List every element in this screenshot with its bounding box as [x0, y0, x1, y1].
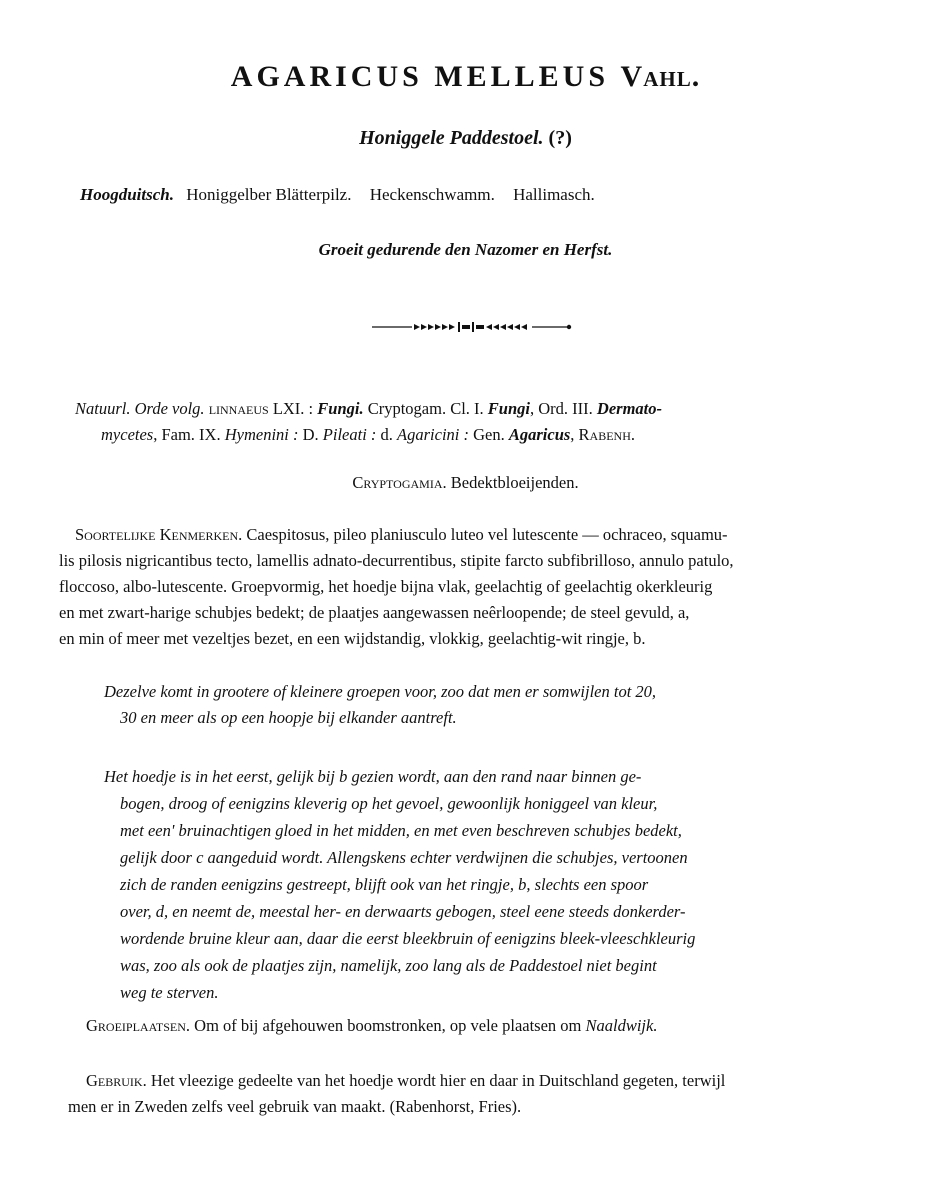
- paragraph-line: 30 en meer als op een hoopje bij elkander aantreft.: [120, 708, 457, 727]
- groups-paragraph: [104, 679, 894, 731]
- cryptogamia-label: Cryptogamia.: [352, 473, 447, 492]
- paragraph-line: [86, 1068, 906, 1094]
- usage-paragraph: [68, 1068, 906, 1120]
- text-run: D.: [302, 425, 319, 444]
- dutch-name-text: Honiggele Paddestoel.: [359, 127, 544, 149]
- classification-line: [75, 396, 875, 422]
- text-run: Agaricini :: [397, 425, 469, 444]
- text-run: , Ord. III.: [530, 399, 593, 418]
- paragraph-line: weg te sterven.: [120, 983, 219, 1002]
- text-run: Caespitosus, pileo planiusculo luteo vel lutescente — ochraceo, squamu-: [246, 525, 728, 544]
- species-name: AGARICUS MELLEUS: [230, 60, 610, 93]
- text-run: Natuurl. Orde volg.: [75, 399, 205, 418]
- text-run: Om of bij afgehouwen boomstronken, op vele plaatsen om: [194, 1016, 582, 1035]
- author-name: Vahl.: [620, 60, 701, 93]
- characteristics-paragraph: [59, 522, 895, 652]
- text-run: Cryptogam. Cl. I.: [367, 399, 484, 418]
- classification-paragraph: [75, 396, 875, 448]
- paragraph-line: gelijk door c aangeduid wordt. Allengskens echter verdwijnen die schubjes, vertoonen: [120, 848, 688, 867]
- german-label: Hoogduitsch.: [80, 185, 174, 204]
- ornament-divider: [372, 319, 572, 335]
- text-run: Fungi: [487, 399, 530, 418]
- classification-line: [75, 422, 875, 448]
- paragraph-line: lis pilosis nigricantibus tecto, lamellis adnato-decurrentibus, stipite farcto subfibrilloso, annulo patulo,: [59, 551, 734, 570]
- page-title: [0, 60, 931, 94]
- season-line: Groeit gedurende den Nazomer en Herfst.: [318, 240, 613, 259]
- query-mark: (?): [548, 127, 572, 149]
- german-name: Honiggelber Blätterpilz.: [186, 185, 352, 204]
- section-label: Gebruik.: [86, 1071, 147, 1090]
- paragraph-line: zich de randen eenigzins gestreept, blijft ook van het ringje, b, slechts een spoor: [120, 875, 649, 894]
- german-names: [80, 185, 609, 205]
- paragraph-line: met een' bruinachtigen gloed in het midden, en met even beschreven schubjes bedekt,: [120, 821, 682, 840]
- paragraph-line: was, zoo als ook de plaatjes zijn, namelijk, zoo lang als de Paddestoel niet begint: [120, 956, 657, 975]
- paragraph-line: over, d, en neemt de, meestal her- en derwaarts gebogen, steel eene steeds donkerder-: [120, 902, 686, 921]
- dutch-name: [0, 127, 931, 150]
- text-run: Dermato-: [596, 399, 662, 418]
- paragraph-line: Het hoedje is in het eerst, gelijk bij b gezien wordt, aan den rand naar binnen ge-: [104, 767, 642, 786]
- text-run: Pileati :: [322, 425, 377, 444]
- paragraph-line: floccoso, albo-lutescente. Groepvormig, het hoedje bijna vlak, geelachtig of geelachtig okerkleurig: [59, 577, 713, 596]
- place-name: Naaldwijk.: [585, 1016, 658, 1035]
- text-run: Agaricus: [508, 425, 571, 444]
- section-label: Groeiplaatsen.: [86, 1016, 191, 1035]
- cap-description-paragraph: [104, 763, 894, 1006]
- cryptogamia-line: [0, 473, 931, 493]
- text-run: , Rabenh.: [570, 425, 636, 444]
- text-run: d.: [380, 425, 393, 444]
- paragraph-line: wordende bruine kleur aan, daar die eerst bleekbruin of eenigzins bleek-vleeschkleurig: [120, 929, 696, 948]
- paragraph-line: [75, 522, 895, 548]
- paragraph-line: en met zwart-harige schubjes bedekt; de plaatjes aangewassen neêrloopende; de steel gevuld, a,: [59, 603, 690, 622]
- text-run: Hymenini :: [224, 425, 299, 444]
- text-run: LXI. :: [272, 399, 314, 418]
- text-run: Het vleezige gedeelte van het hoedje wordt hier en daar in Duitschland gegeten, terwijl: [150, 1071, 726, 1090]
- text-run: Gen.: [473, 425, 505, 444]
- text-run: , Fam. IX.: [153, 425, 221, 444]
- cryptogamia-text: Bedektbloeijenden.: [450, 473, 579, 492]
- section-label: Soortelijke Kenmerken.: [75, 525, 243, 544]
- german-name: Heckenschwamm.: [369, 185, 495, 204]
- text-run: Fungi.: [317, 399, 364, 418]
- german-name: Hallimasch.: [513, 185, 595, 204]
- text-run: mycetes: [101, 425, 154, 444]
- paragraph-line: bogen, droog of eenigzins kleverig op het gevoel, gewoonlijk honiggeel van kleur,: [120, 794, 658, 813]
- paragraph-line: en min of meer met vezeltjes bezet, en een wijdstandig, vlokkig, geelachtig-wit ringje, b.: [59, 629, 646, 648]
- paragraph-line: men er in Zweden zelfs veel gebruik van maakt. (Rabenhorst, Fries).: [68, 1097, 522, 1116]
- text-run: linnaeus: [208, 399, 269, 418]
- paragraph-line: Dezelve komt in grootere of kleinere groepen voor, zoo dat men er somwijlen tot 20,: [104, 682, 657, 701]
- habitat-paragraph: [86, 1013, 657, 1039]
